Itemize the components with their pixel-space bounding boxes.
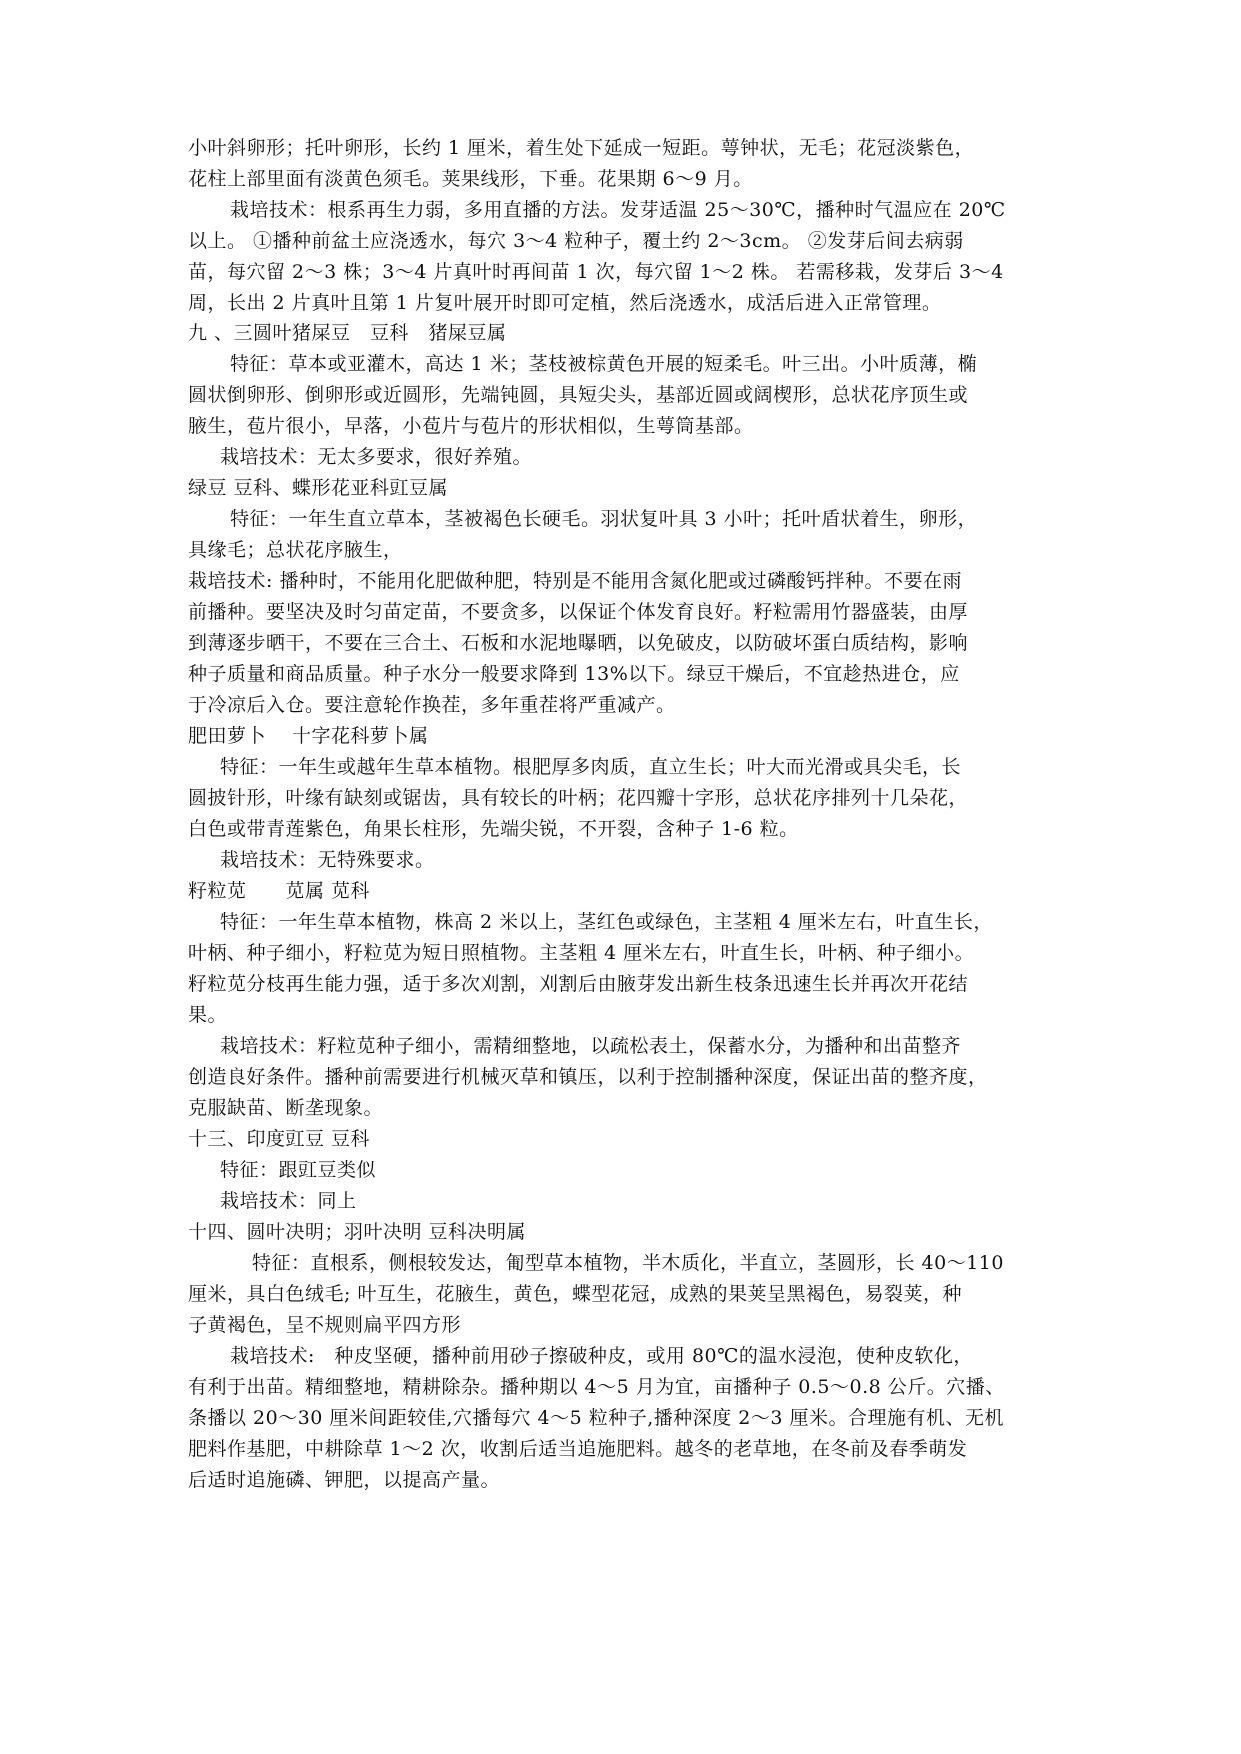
text-line: 克服缺苗、断垄现象。 [188,1097,384,1119]
text-line: 肥料作基肥，中耕除草 1～2 次，收割后适当追施肥料。越冬的老草地，在冬前及春季萌发 [188,1438,968,1460]
text-line: 苗，每穴留 2～3 株；3～4 片真叶时再间苗 1 次，每穴留 1～2 株。 若需移栽，发芽后 3～4 [188,261,1004,283]
text-line: 有利于出苗。精细整地，精耕除杂。播种期以 4～5 月为宜，亩播种子 0.5～0.8 公斤。穴播、 [188,1376,1005,1398]
text-line: 于冷凉后入仓。要注意轮作换茬，多年重茬将严重减产。 [188,694,676,716]
text-line: 叶柄、种子细小，籽粒苋为短日照植物。主茎粗 4 厘米左右，叶直生长，叶柄、种子细小。 [188,942,975,964]
section-heading: 籽粒苋 苋属 苋科 [188,880,371,902]
text-line: 栽培技术：籽粒苋种子细小，需精细整地，以疏松表土，保蓄水分，为播种和出苗整齐 [220,1035,962,1057]
text-line: 特征：草本或亚灌木，高达 1 米；茎枝被棕黄色开展的短柔毛。叶三出。小叶质薄，椭 [230,353,978,375]
text-line: 栽培技术：同上 [220,1190,357,1212]
section-heading: 十四、圆叶决明；羽叶决明 豆科决明属 [188,1221,527,1243]
text-line: 具缘毛；总状花序腋生， [188,539,403,561]
text-line: 栽培技术：无太多要求，很好养殖。 [220,446,533,468]
text-line: 周，长出 2 片真叶且第 1 片复叶展开时即可定植，然后浇透水，成活后进入正常管理。 [188,292,942,314]
text-line: 以上。 ①播种前盆土应浇透水，每穴 3～4 粒种子，覆土约 2～3cm。 ②发芽后间去病弱 [188,230,964,252]
text-line: 栽培技术: 种皮坚硬，播种前用砂子擦破种皮，或用 80℃的温水浸泡，使种皮软化， [230,1345,973,1367]
text-line: 圆状倒卵形、倒卵形或近圆形，先端钝圆，具短尖头，基部近圆或阔楔形，总状花序顶生或 [188,384,969,406]
text-line: 条播以 20～30 厘米间距较佳,穴播每穴 4～5 粒种子,播种深度 2～3 厘米。合理施有机、无机 [188,1407,1005,1429]
text-line: 种子质量和商品质量。种子水分一般要求降到 13%以下。绿豆干燥后，不宜趁热进仓，应 [188,663,960,685]
text-line: 圆披针形，叶缘有缺刻或锯齿，具有较长的叶柄；花四瓣十字形，总状花序排列十几朵花， [188,787,969,809]
text-line: 到薄逐步晒干，不要在三合土、石板和水泥地曝晒，以免破皮，以防破坏蛋白质结构，影响 [188,632,969,654]
text-line: 花柱上部里面有淡黄色须毛。荚果线形，下垂。花果期 6～9 月。 [188,168,753,190]
section-heading: 九 、三圆叶猪屎豆 豆科 猪屎豆属 [188,322,507,344]
section-heading: 肥田萝卜 十字花科萝卜属 [188,725,429,747]
text-line: 特征：直根系，侧根较发达，匍型草本植物，半木质化，半直立，茎圆形，长 40～110 [252,1252,1004,1274]
text-line: 子黄褐色，呈不规则扁平四方形 [188,1314,462,1336]
text-line: 后适时追施磷、钾肥，以提高产量。 [188,1469,501,1491]
text-line: 特征：跟豇豆类似 [220,1159,377,1181]
text-line: 厘米，具白色绒毛; 叶互生，花腋生，黄色，蝶型花冠，成熟的果荚呈黑褐色，易裂荚，种 [188,1283,962,1305]
text-line: 前播种。要坚决及时匀苗定苗，不要贪多，以保证个体发育良好。籽粒需用竹器盛装，由厚 [188,601,969,623]
text-line: 腋生，苞片很小，早落，小苞片与苞片的形状相似，生萼筒基部。 [188,415,754,437]
text-line: 创造良好条件。播种前需要进行机械灭草和镇压，以利于控制播种深度，保证出苗的整齐度， [188,1066,988,1088]
text-line: 白色或带青莲紫色，角果长柱形，先端尖锐，不开裂，含种子 1-6 粒。 [188,818,799,840]
text-line: 特征：一年生或越年生草本植物。根肥厚多肉质，直立生长；叶大而光滑或具尖毛，长 [220,756,962,778]
text-line: 栽培技术：根系再生力弱，多用直播的方法。发芽适温 25～30℃，播种时气温应在 20℃ [230,199,1006,221]
text-line: 籽粒苋分枝再生能力强，适于多次刈割，刈割后由腋芽发出新生枝条迅速生长并再次开花结 [188,973,969,995]
section-heading: 绿豆 豆科、蝶形花亚科豇豆属 [188,477,449,499]
text-line: 栽培技术：无特殊要求。 [220,849,435,871]
text-line: 小叶斜卵形；托叶卵形，长约 1 厘米，着生处下延成一短距。萼钟状，无毛；花冠淡紫色， [188,137,975,159]
section-heading: 十三、印度豇豆 豆科 [188,1128,371,1150]
text-line: 特征：一年生草本植物，株高 2 米以上，茎红色或绿色，主茎粗 4 厘米左右，叶直生长， [220,911,993,933]
text-line: 特征：一年生直立草本，茎被褐色长硬毛。羽状复叶具 3 小叶；托叶盾状着生，卵形， [230,508,978,530]
text-line: 栽培技术: 播种时，不能用化肥做种肥，特别是不能用含氮化肥或过磷酸钙拌种。不要在雨 [188,570,962,592]
text-line: 果。 [188,1004,228,1026]
